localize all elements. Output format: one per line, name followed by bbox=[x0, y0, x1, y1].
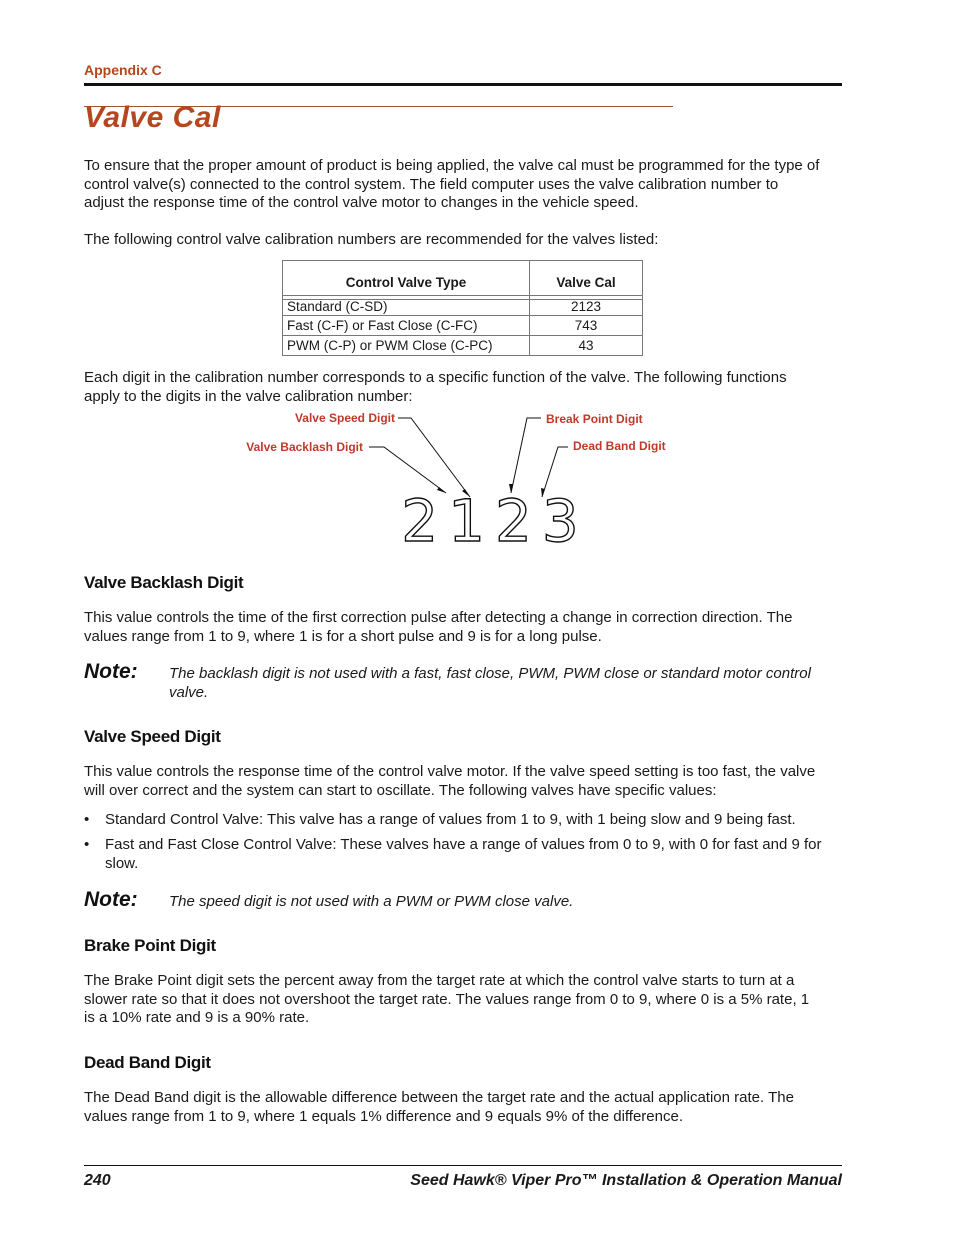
brake-line: slower rate so that it does not overshoot the target rate. The values range from 0 to 9, where 0 is a 5% rate, 1 bbox=[84, 990, 810, 1008]
list-item bbox=[84, 836, 842, 874]
table-row bbox=[283, 316, 643, 336]
footer-rule bbox=[84, 1165, 842, 1166]
speed-note-label: Note: bbox=[84, 888, 138, 911]
column-header: Control Valve Type bbox=[283, 261, 530, 296]
valve-type-cell: PWM (C-P) or PWM Close (C-PC) bbox=[283, 336, 530, 356]
valve-backlash-label: Valve Backlash Digit bbox=[246, 440, 363, 454]
valve-speed-label: Valve Speed Digit bbox=[294, 411, 395, 425]
digits-intro-line: apply to the digits in the valve calibration number: bbox=[84, 387, 413, 405]
valve-cal-table bbox=[282, 260, 643, 356]
bullet-icon: • bbox=[84, 811, 90, 828]
calibration-digit-diagram bbox=[230, 405, 690, 555]
header-rule bbox=[84, 83, 842, 86]
backlash-heading: Valve Backlash Digit bbox=[84, 573, 244, 592]
deadband-paragraph bbox=[84, 1089, 842, 1126]
deadband-line: values range from 1 to 9, where 1 equals 1% difference and 9 equals 9% of the difference. bbox=[84, 1107, 683, 1125]
speed-note: The speed digit is not used with a PWM or PWM close valve. bbox=[169, 893, 574, 910]
backlash-note-line: The backlash digit is not used with a fast, fast close, PWM, PWM close or standard motor control bbox=[169, 665, 811, 682]
calibration-number: 2123 bbox=[401, 487, 589, 555]
speed-paragraph bbox=[84, 763, 842, 800]
break-point-label: Break Point Digit bbox=[546, 412, 643, 426]
backlash-note-label: Note: bbox=[84, 660, 138, 683]
section-label: Appendix C bbox=[84, 62, 162, 78]
bullet-text: Standard Control Valve: This valve has a range of values from 1 to 9, with 1 being slow and 9 being fast. bbox=[105, 811, 796, 828]
valve-cal-cell: 43 bbox=[530, 336, 643, 356]
table-row bbox=[283, 300, 643, 316]
brake-line: is a 10% rate and 9 is a 90% rate. bbox=[84, 1009, 310, 1027]
valve-type-cell: Fast (C-F) or Fast Close (C-FC) bbox=[283, 316, 530, 336]
bullet-line: Fast and Fast Close Control Valve: These valves have a range of values from 0 to 9, with 0 for fast and 9 for bbox=[105, 836, 822, 853]
digits-intro-line: Each digit in the calibration number corresponds to a specific function of the valve. The following functions bbox=[84, 369, 787, 386]
list-item bbox=[84, 811, 842, 830]
page-title: Valve Cal bbox=[84, 101, 221, 134]
manual-title: Seed Hawk® Viper Pro™ Installation & Operation Manual bbox=[410, 1172, 842, 1189]
intro-paragraph bbox=[84, 157, 842, 213]
column-header: Valve Cal bbox=[530, 261, 643, 296]
speed-heading: Valve Speed Digit bbox=[84, 727, 221, 746]
backlash-line: values range from 1 to 9, where 1 is for a short pulse and 9 is for a long pulse. bbox=[84, 627, 602, 645]
bullet-line: slow. bbox=[105, 854, 139, 872]
bullet-icon: • bbox=[84, 836, 90, 853]
speed-line: This value controls the response time of the control valve motor. If the valve speed setting is too fast, the valve bbox=[84, 763, 816, 780]
speed-line: will over correct and the system can start to oscillate. The following valves have specific values: bbox=[84, 781, 717, 799]
backlash-note-line: valve. bbox=[169, 683, 209, 701]
brake-paragraph bbox=[84, 972, 842, 1028]
brake-heading: Brake Point Digit bbox=[84, 936, 216, 955]
break-leader-line bbox=[511, 418, 541, 493]
bullet-text bbox=[105, 836, 842, 873]
valve-cal-cell: 743 bbox=[530, 316, 643, 336]
valve-type-cell: Standard (C-SD) bbox=[283, 300, 530, 316]
backlash-paragraph bbox=[84, 609, 842, 646]
speed-leader-line bbox=[398, 418, 470, 497]
valve-cal-cell: 2123 bbox=[530, 300, 643, 316]
intro-line: To ensure that the proper amount of product is being applied, the valve cal must be programmed for the type of bbox=[84, 157, 820, 174]
table-intro: The following control valve calibration numbers are recommended for the valves listed: bbox=[84, 231, 659, 248]
deadband-heading: Dead Band Digit bbox=[84, 1053, 211, 1072]
intro-line: adjust the response time of the control valve motor to changes in the vehicle speed. bbox=[84, 194, 639, 212]
table-row bbox=[283, 336, 643, 356]
digits-intro-paragraph bbox=[84, 369, 842, 406]
dead-band-label: Dead Band Digit bbox=[573, 439, 666, 453]
backlash-line: This value controls the time of the first correction pulse after detecting a change in correction direction. The bbox=[84, 609, 793, 626]
brake-line: The Brake Point digit sets the percent away from the target rate at which the control valve starts to turn at a bbox=[84, 972, 795, 989]
intro-line: control valve(s) connected to the control system. The field computer uses the valve calibration number to bbox=[84, 175, 779, 193]
table-header-row bbox=[283, 261, 643, 296]
backlash-note bbox=[169, 665, 842, 702]
page-number: 240 bbox=[84, 1172, 111, 1189]
deadband-line: The Dead Band digit is the allowable difference between the target rate and the actual application rate. The bbox=[84, 1089, 794, 1106]
